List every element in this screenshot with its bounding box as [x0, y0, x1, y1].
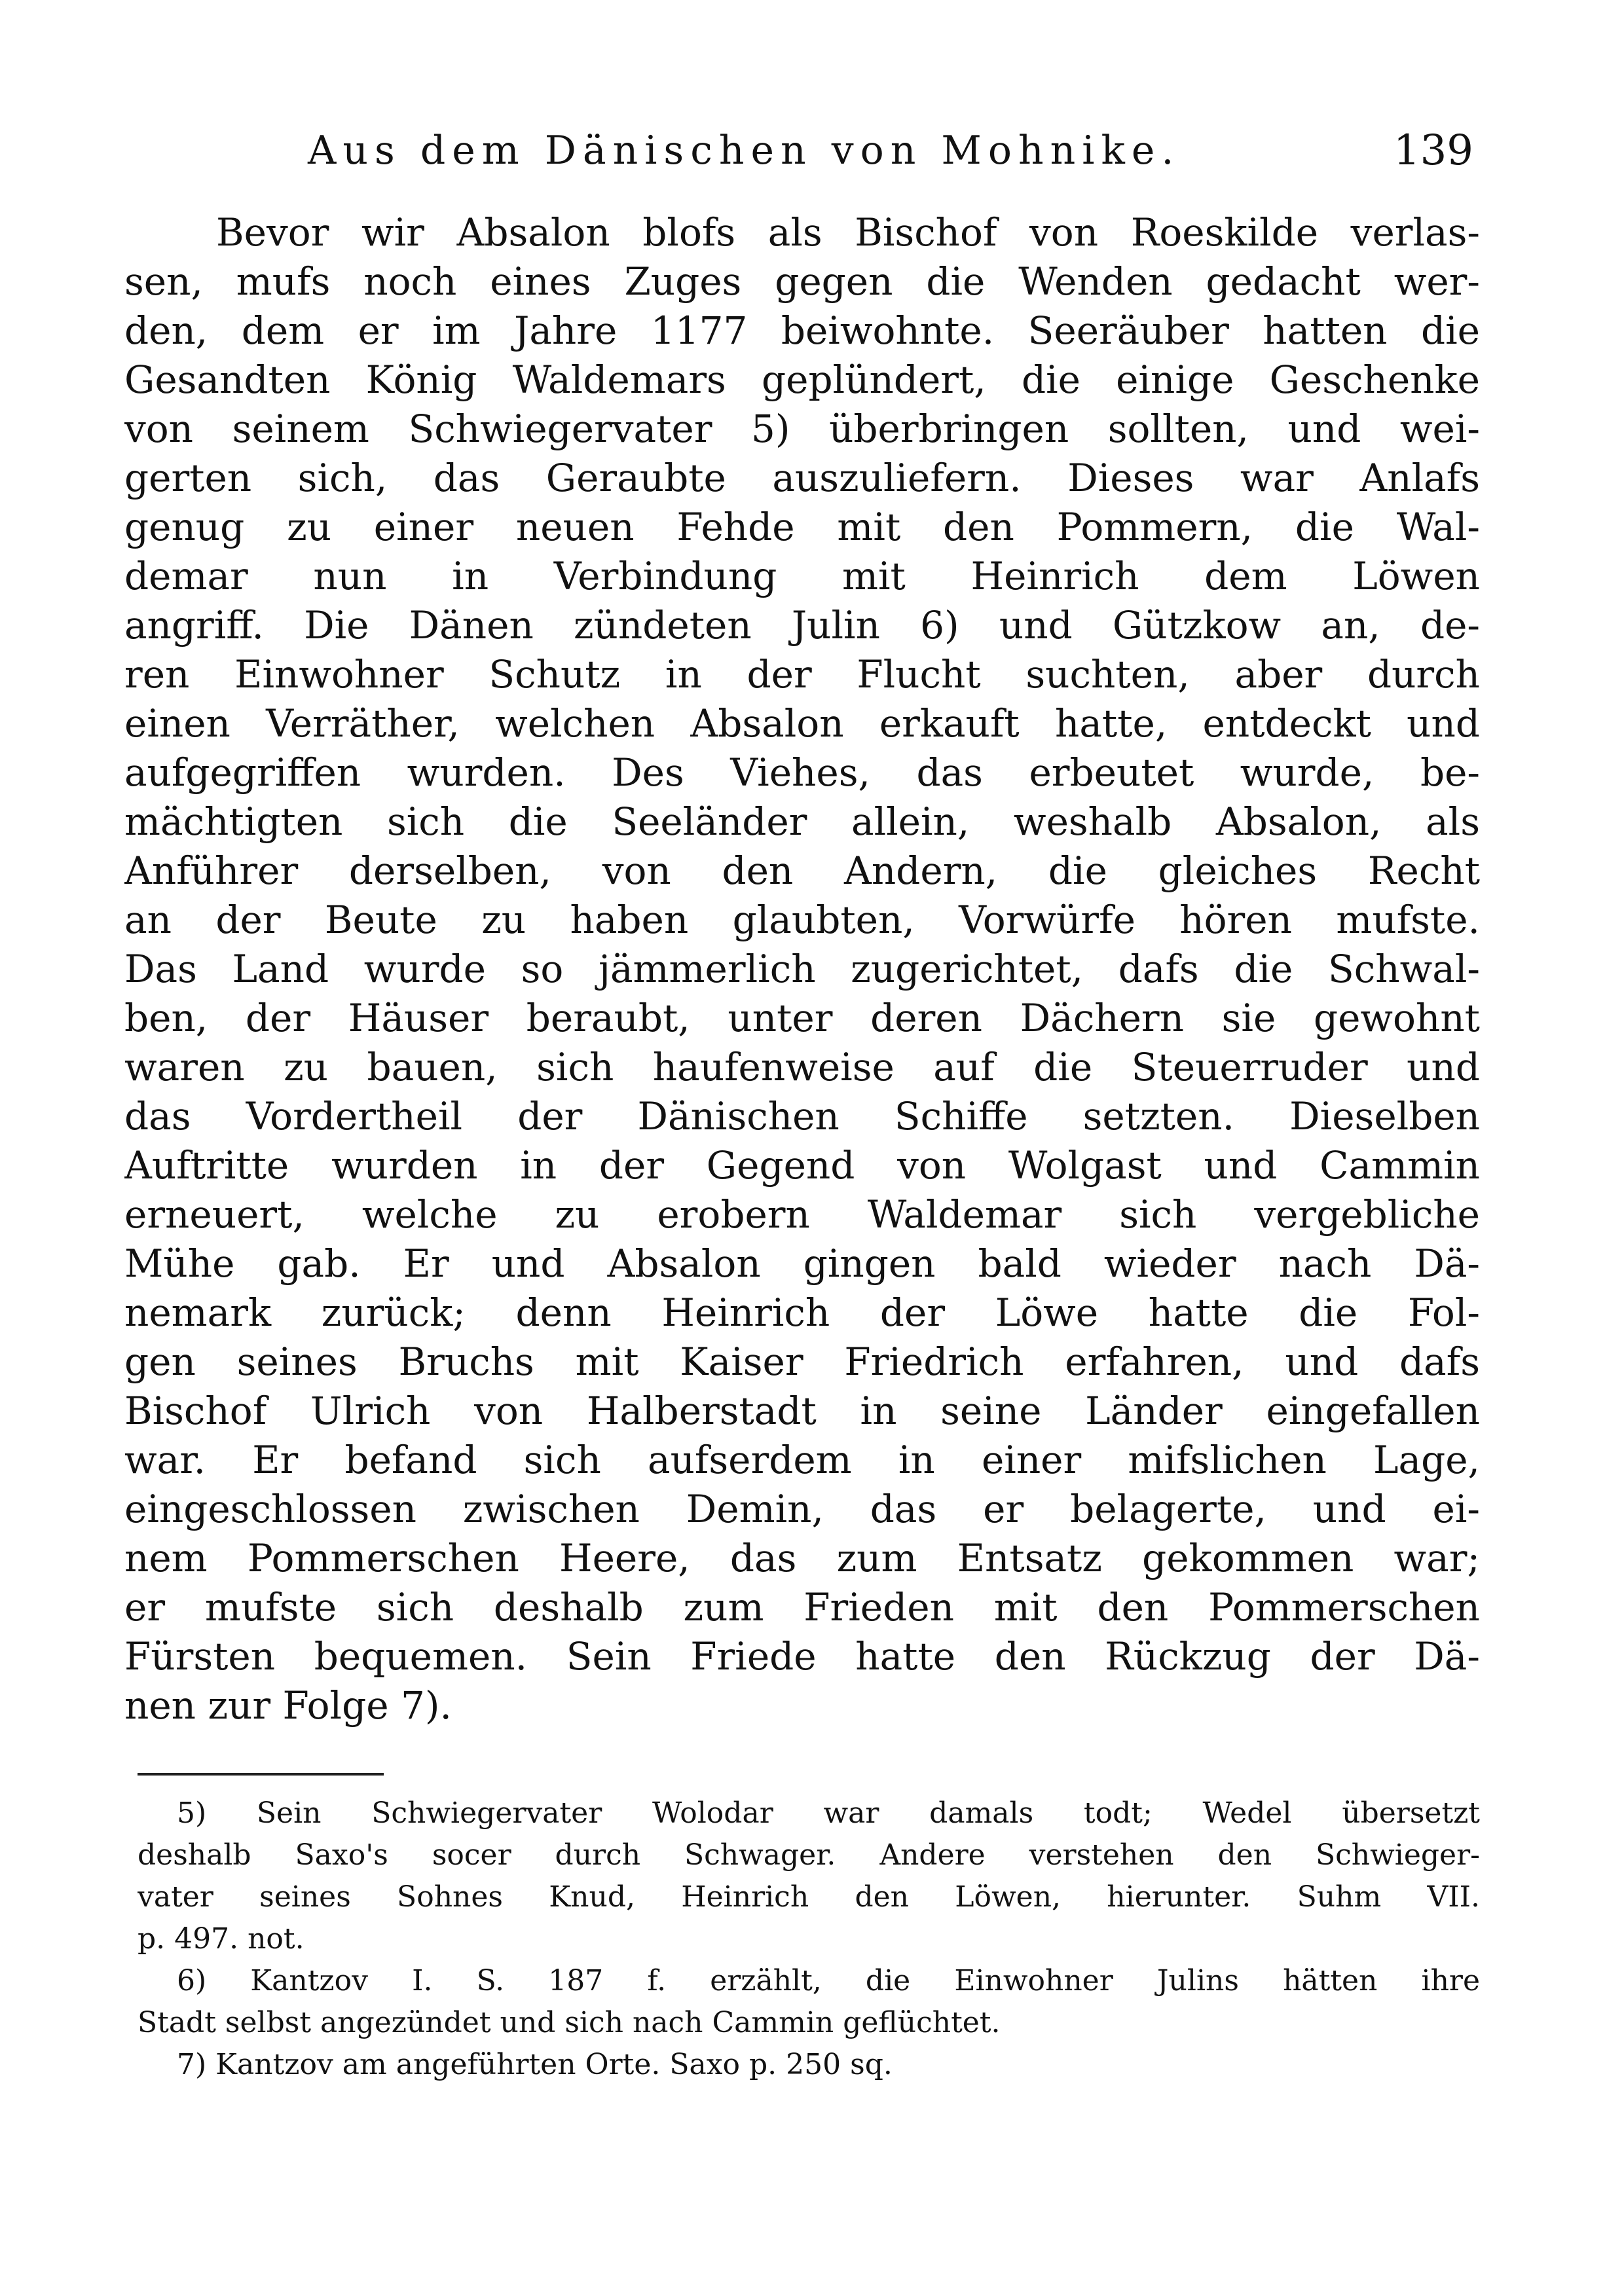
- footnotes-block: [138, 1793, 1480, 2086]
- footnote-line: vater seines Sohnes Knud, Heinrich den Löwen, hierunter. Suhm VII.: [138, 1880, 1480, 1914]
- text-line: Anführer derselben, von den Andern, die gleiches Recht: [124, 848, 1480, 893]
- text-line: sen, mufs noch eines Zuges gegen die Wenden gedacht wer-: [124, 259, 1480, 304]
- text-line: er mufste sich deshalb zum Frieden mit den Pommerschen: [124, 1585, 1480, 1630]
- footnote-separator: [138, 1773, 384, 1776]
- text-line: einen Verräther, welchen Absalon erkauft hatte, entdeckt und: [124, 701, 1480, 746]
- text-line: gen seines Bruchs mit Kaiser Friedrich erfahren, und dafs: [124, 1339, 1480, 1384]
- text-line: nemark zurück; denn Heinrich der Löwe hatte die Fol-: [124, 1290, 1480, 1335]
- main-text-block: [124, 208, 1480, 1730]
- text-line: aufgegriffen wurden. Des Viehes, das erbeutet wurde, be-: [124, 750, 1480, 795]
- text-line: demar nun in Verbindung mit Heinrich dem Löwen: [124, 554, 1480, 598]
- running-title: Aus dem Dänischen von Mohnike.: [308, 128, 1181, 173]
- text-line: Gesandten König Waldemars geplündert, die einige Geschenke: [124, 357, 1480, 402]
- text-line: das Vordertheil der Dänischen Schiffe setzten. Dieselben: [124, 1094, 1480, 1139]
- page-number: 139: [1393, 126, 1473, 175]
- running-head: [308, 121, 1473, 180]
- text-line: Das Land wurde so jämmerlich zugerichtet, dafs die Schwal-: [124, 947, 1480, 991]
- text-line: an der Beute zu haben glaubten, Vorwürfe hören mufste.: [124, 898, 1480, 942]
- text-line: eingeschlossen zwischen Demin, das er belagerte, und ei-: [124, 1487, 1480, 1531]
- footnote-line: p. 497. not.: [138, 1922, 304, 1956]
- footnote-line: Stadt selbst angezündet und sich nach Cammin geflüchtet.: [138, 2006, 1001, 2039]
- text-line: nem Pommerschen Heere, das zum Entsatz gekommen war;: [124, 1536, 1480, 1580]
- text-line: den, dem er im Jahre 1177 beiwohnte. Seeräuber hatten die: [124, 308, 1480, 353]
- text-line: Bischof Ulrich von Halberstadt in seine Länder eingefallen: [124, 1389, 1480, 1433]
- text-line: Auftritte wurden in der Gegend von Wolgast und Cammin: [124, 1143, 1480, 1188]
- text-line: mächtigten sich die Seeländer allein, weshalb Absalon, als: [124, 799, 1480, 844]
- text-line: genug zu einer neuen Fehde mit den Pommern, die Wal-: [124, 505, 1480, 549]
- text-line: von seinem Schwiegervater 5) überbringen sollten, und wei-: [124, 407, 1480, 451]
- text-line: waren zu bauen, sich haufenweise auf die Steuerruder und: [124, 1045, 1480, 1089]
- footnote-line: 7) Kantzov am angeführten Orte. Saxo p. 250 sq.: [177, 2048, 893, 2081]
- text-line: Fürsten bequemen. Sein Friede hatte den Rückzug der Dä-: [124, 1634, 1480, 1679]
- text-line: Mühe gab. Er und Absalon gingen bald wieder nach Dä-: [124, 1241, 1480, 1286]
- text-line: ben, der Häuser beraubt, unter deren Dächern sie gewohnt: [124, 996, 1480, 1040]
- footnote-line: 6) Kantzov I. S. 187 f. erzählt, die Einwohner Julins hätten ihre: [177, 1964, 1480, 1997]
- text-line: Bevor wir Absalon blofs als Bischof von Roeskilde verlas-: [216, 210, 1480, 255]
- text-line: angriff. Die Dänen zündeten Julin 6) und Gützkow an, de-: [124, 603, 1480, 647]
- text-line: gerten sich, das Geraubte auszuliefern. Dieses war Anlafs: [124, 456, 1480, 500]
- text-line: war. Er befand sich aufserdem in einer mifslichen Lage,: [124, 1438, 1480, 1482]
- text-line: ren Einwohner Schutz in der Flucht suchten, aber durch: [124, 652, 1480, 697]
- footnote-line: 5) Sein Schwiegervater Wolodar war damals todt; Wedel übersetzt: [177, 1796, 1480, 1830]
- text-line: nen zur Folge 7).: [124, 1683, 452, 1728]
- text-line: erneuert, welche zu erobern Waldemar sich vergebliche: [124, 1192, 1480, 1237]
- footnote-line: deshalb Saxo's socer durch Schwager. Andere verstehen den Schwieger-: [138, 1838, 1480, 1872]
